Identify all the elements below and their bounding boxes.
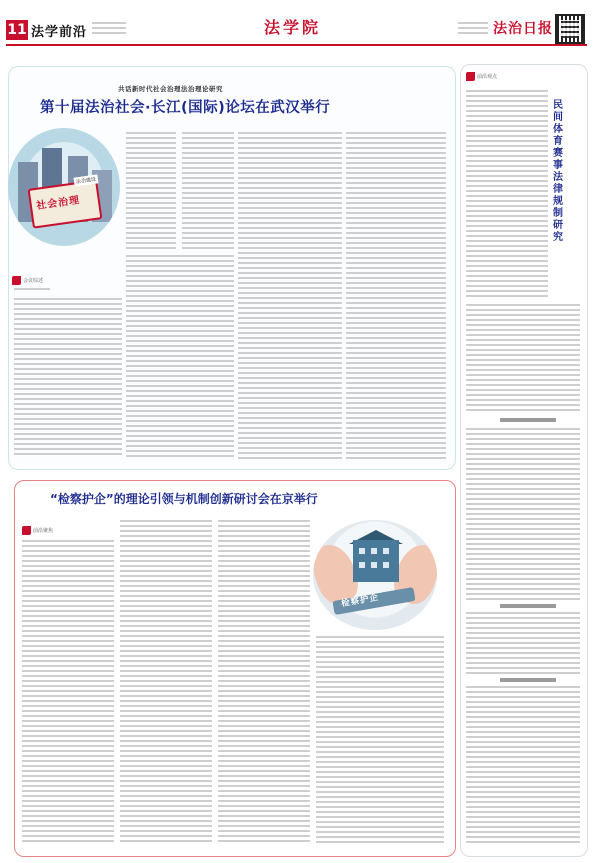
masthead-rule	[6, 44, 587, 46]
top-article-illustration	[8, 128, 120, 246]
sidebar-text-3	[466, 428, 580, 600]
bottom-article-text-col4	[316, 636, 444, 845]
sidebar-text-4	[466, 612, 580, 674]
bottom-article-illustration	[313, 520, 437, 630]
top-article-text-col4	[346, 132, 446, 460]
top-article-text-col2	[126, 255, 234, 460]
sidebar-text-5	[466, 686, 580, 846]
sidebar-subhead-2	[500, 604, 556, 608]
sidebar-text-2	[466, 304, 580, 414]
masthead-meta-left	[92, 22, 132, 34]
sidebar-title: 民间体育赛事法律规制研究	[553, 100, 563, 243]
top-article-title: 第十届法治社会·长江(国际)论坛在武汉举行	[40, 100, 331, 116]
illustration-ribbon-text: 检察护企	[340, 592, 380, 610]
masthead	[0, 0, 593, 52]
top-article-tag-label: 会议综述	[23, 278, 44, 284]
tag-square-icon	[12, 276, 21, 285]
tag-square-icon	[466, 72, 475, 81]
top-article-text-col3	[238, 132, 342, 460]
sidebar-subhead-3	[500, 678, 556, 682]
top-article-byline	[14, 288, 50, 293]
qr-code-icon	[557, 16, 583, 42]
sidebar-subhead-1	[500, 418, 556, 422]
bottom-article-title: “检察护企”的理论引领与机制创新研讨会在京举行	[50, 492, 318, 506]
illustration-text-small: 法治建设	[73, 174, 98, 186]
illustration-text-main: 社会治理	[35, 194, 81, 212]
top-article-tag	[12, 276, 43, 285]
top-article-text-col1	[14, 298, 122, 458]
masthead-meta-right	[458, 22, 492, 36]
paper-logo: 法治日报	[493, 21, 553, 37]
tag-square-icon	[22, 526, 31, 535]
top-article-text-col1a	[126, 132, 176, 252]
bottom-article-tag	[22, 526, 53, 535]
page-number: 11	[7, 22, 27, 38]
bottom-article-text-col3	[218, 520, 310, 845]
sidebar-text-1	[466, 90, 548, 300]
section-banner: 法学院	[245, 16, 340, 40]
bottom-article-text-col2	[120, 520, 212, 845]
bottom-article-text-col1	[22, 540, 114, 845]
top-article-kicker: 共话新时代社会治理法治理论研究	[118, 85, 223, 93]
bottom-article-tag-label: 前沿聚焦	[33, 528, 54, 534]
sidebar-tag-label: 前沿观点	[477, 74, 498, 80]
sidebar-tag	[466, 72, 497, 81]
section-name: 法学前沿	[31, 25, 88, 40]
top-article-text-col2a	[182, 132, 234, 252]
